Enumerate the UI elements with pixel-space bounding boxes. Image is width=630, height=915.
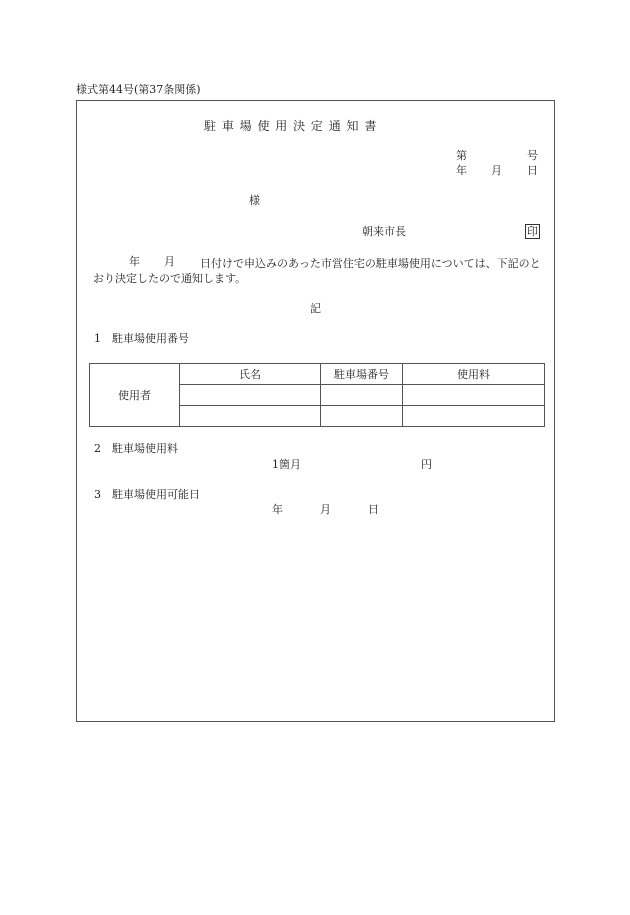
available-month: 月: [320, 503, 331, 516]
addressee-suffix: 様: [249, 194, 260, 207]
number-suffix: 号: [527, 149, 538, 162]
row-label-user: 使用者: [90, 364, 180, 427]
fee-unit: 円: [421, 458, 432, 471]
section1-heading: 1 駐車場使用番号: [94, 332, 189, 345]
ki-label: 記: [310, 302, 321, 315]
column-header-fee: 使用料: [403, 364, 545, 385]
available-year: 年: [272, 503, 283, 516]
column-header-name: 氏名: [180, 364, 321, 385]
table-cell: [180, 385, 321, 406]
parking-table: [89, 363, 545, 427]
available-day: 日: [368, 503, 379, 516]
table-cell: [403, 406, 545, 427]
table-cell: [180, 406, 321, 427]
table-header-row: [90, 364, 545, 385]
column-header-parking-number: 駐車場番号: [321, 364, 403, 385]
issuer-name: 朝来市長: [362, 225, 406, 238]
body-year: 年: [129, 255, 140, 268]
date-year: 年: [456, 164, 467, 177]
form-number: 様式第44号(第37条関係): [76, 83, 201, 96]
seal-mark: 印: [527, 225, 538, 238]
date-month: 月: [491, 164, 502, 177]
section2-heading: 2 駐車場使用料: [94, 442, 178, 455]
table-cell: [403, 385, 545, 406]
table-cell: [321, 406, 403, 427]
date-day: 日: [527, 164, 538, 177]
document-title: 駐 車 場 使 用 決 定 通 知 書: [204, 119, 378, 133]
body-month: 月: [164, 255, 175, 268]
body-text: 日付けで申込みのあった市営住宅の駐車場使用については、下記のとおり決定したので通知します。: [93, 257, 541, 285]
table-cell: [321, 385, 403, 406]
body-paragraph: [93, 256, 541, 286]
number-prefix: 第: [456, 149, 467, 162]
fee-period: 1箇月: [272, 458, 301, 471]
section3-heading: 3 駐車場使用可能日: [94, 488, 200, 501]
